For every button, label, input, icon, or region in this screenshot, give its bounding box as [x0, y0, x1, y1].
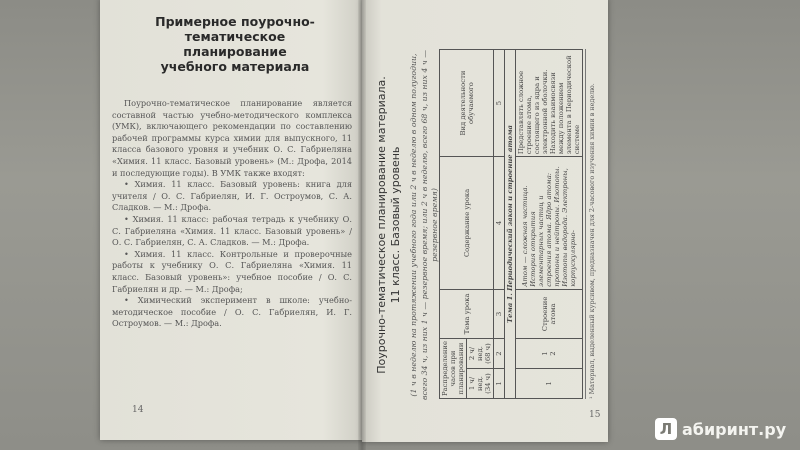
list-item: • Химия. 11 класс: рабочая тетрадь к учебнику О. С. Габриеляна «Химия. 11 класс. Базовый уровень» / О. С. Габриелян, С. А. Сладков. — М.: Дрофа.	[112, 213, 352, 248]
topic-cell: Строение атома	[516, 289, 583, 338]
hours-2-value-b: 2	[549, 351, 557, 356]
table-subtitle: 11 класс. Базовый уровень	[389, 146, 402, 304]
page-number-left: 14	[132, 405, 144, 415]
activity-header: Вид деятельности обучаемого	[440, 50, 494, 157]
activity-cell: Представлять сложное строение атома, состоящего из ядра и электронной оболочки. Находить взаимосвязи между положением элемента в Периодической системе	[516, 50, 583, 157]
hours-2-header: 2 ч/нед. (68 ч)	[467, 339, 494, 369]
column-number-row	[494, 50, 505, 399]
title-line: планирование	[183, 44, 287, 59]
column-number: 5	[494, 50, 505, 157]
watermark	[655, 416, 786, 442]
labirint-logo-icon: Л	[655, 418, 677, 440]
table-title: Поурочно-тематическое планирование материала.	[375, 76, 388, 374]
footnote: ¹ Материал, выделенный курсивом, предназначен для 2-часового изучения химии в неделю.	[585, 49, 596, 399]
rotated-planning-table-block	[375, 25, 605, 425]
planning-table	[439, 49, 583, 399]
intro-text	[112, 98, 352, 330]
hours-header: Распределение часов при планировании	[440, 339, 467, 399]
book-gutter	[358, 0, 366, 450]
list-item: • Химия. 11 класс. Базовый уровень: книга для учителя / О. С. Габриелян, И. Г. Остроумов, С. А. Сладков. — М.: Дрофа.	[112, 179, 352, 213]
hours-1-cell: 1	[516, 369, 583, 399]
hours-2-cell	[516, 339, 583, 369]
hours-1-header: 1 ч/нед. (34 ч)	[467, 369, 494, 399]
column-number: 4	[494, 157, 505, 290]
content-cell: Атом — сложная частица. История открытия элементарных частиц и строения атома. Ядро атома: протоны и нейтроны. Изотопы. Изотопы водорода. Электроны, корпускулярно-	[516, 157, 583, 290]
column-number: 2	[494, 339, 505, 369]
hours-note: (1 ч в неделю на протяжении учебного года или 2 ч в неделю в одном полугодии, всего 34 ч, из них 1 ч — резервное время; или 2 ч в неделю, всего 68 ч, из них 4 ч — резервное время)	[409, 50, 439, 401]
content-header: Содержание урока	[440, 157, 494, 290]
list-item: • Химия. 11 класс. Контрольные и проверочные работы к учебнику О. С. Габриеляна «Химия. 11 класс. Базовый уровень»: учебное пособие / О. С. Габриелян и др. — М.: Дрофа;	[112, 248, 352, 294]
list-item: • Химический эксперимент в школе: учебно-методическое пособие / О. С. Габриелян, И. Г. Остроумов. — М.: Дрофа.	[112, 295, 352, 329]
topic-header: Тема урока	[440, 289, 494, 338]
title-line: учебного материала	[160, 59, 310, 74]
page-title	[130, 14, 340, 74]
page-number-right: 15	[589, 410, 601, 420]
column-number: 3	[494, 289, 505, 338]
column-number: 1	[494, 369, 505, 399]
hours-2-value: 1	[541, 351, 549, 356]
section-row: Тема 1. Периодический закон и строение атома	[505, 50, 516, 399]
table-row	[516, 50, 583, 399]
watermark-text: абиринт.ру	[682, 419, 787, 439]
paragraph: Поурочно-тематическое планирование является составной частью учебно-методического комплекса (УМК), включающего рекомендации по составлению рабочей программы курса химии для выпускного, 11 класса базового уровня и учебник О. С. Габриеляна «Химия. 11 класс. Базовый уровень» (М.: Дрофа, 2014 и последующие годы). В УМК также входят:	[112, 98, 352, 178]
title-line: Примерное поурочно-тематическое	[155, 14, 315, 44]
